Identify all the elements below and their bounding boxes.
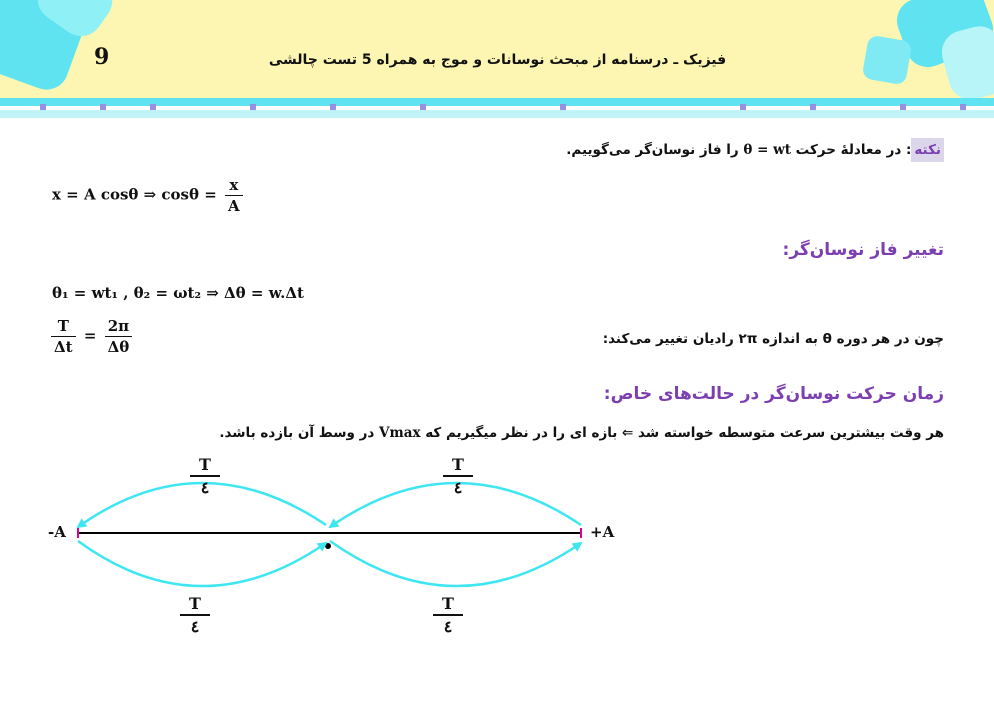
equation-delta-theta: θ₁ = wt₁ , θ₂ = ωt₂ ⇒ Δθ = w.Δt bbox=[52, 284, 304, 302]
arc-label-num: T bbox=[180, 594, 210, 616]
header-tick bbox=[150, 104, 156, 110]
arc-label-den: ٤ bbox=[443, 617, 453, 636]
equation-period-ratio bbox=[48, 317, 135, 356]
vmax-symbol: Vmax bbox=[378, 425, 421, 441]
note-line bbox=[344, 142, 944, 158]
arc-label-num: T bbox=[190, 455, 220, 477]
arc-label-bottom-right bbox=[433, 594, 463, 636]
max-speed-text bbox=[44, 425, 944, 441]
header-tick bbox=[420, 104, 426, 110]
label-plus-a: +A bbox=[590, 523, 615, 541]
fraction-t-over-dt bbox=[51, 317, 76, 356]
header-tick bbox=[960, 104, 966, 110]
period-text: چون در هر دوره θ به اندازه ۲π رادیان تغییر می‌کند: bbox=[602, 331, 944, 347]
fraction-2pi-over-dtheta bbox=[105, 317, 133, 356]
arc-label-den: ٤ bbox=[200, 478, 210, 497]
fraction-x-over-a bbox=[225, 176, 243, 215]
equilibrium-point bbox=[325, 543, 331, 549]
arc-label-top-right bbox=[443, 455, 473, 497]
equals-sign: = bbox=[83, 326, 97, 345]
header-tick bbox=[560, 104, 566, 110]
header-tick bbox=[250, 104, 256, 110]
header-tick bbox=[40, 104, 46, 110]
fraction-denominator: Δθ bbox=[107, 338, 130, 356]
equation-cos-left: x = A cosθ ⇒ cosθ = bbox=[52, 185, 217, 204]
header-tick bbox=[740, 104, 746, 110]
page-title: فیزیک ـ درسنامه از مبحث نوسانات و موج به همراه 5 تست چالشی bbox=[268, 52, 727, 68]
arc-label-den: ٤ bbox=[453, 478, 463, 497]
note-formula: θ = wt bbox=[743, 142, 791, 158]
page-number: 9 bbox=[94, 44, 110, 70]
header-tick bbox=[330, 104, 336, 110]
arc-label-num: T bbox=[443, 455, 473, 477]
label-minus-a: -A bbox=[48, 523, 66, 541]
heading-special-times: زمان حرکت نوسان‌گر در حالت‌های خاص: bbox=[603, 384, 944, 404]
fraction-numerator: T bbox=[51, 317, 76, 337]
arc-label-bottom-left bbox=[180, 594, 210, 636]
header-strip bbox=[0, 110, 994, 118]
arc-label-top-left bbox=[190, 455, 220, 497]
page-header bbox=[0, 0, 994, 100]
arc-label-num: T bbox=[433, 594, 463, 616]
fraction-denominator: A bbox=[228, 197, 240, 215]
heading-phase-change: تغییر فاز نوسان‌گر: bbox=[782, 240, 944, 260]
equation-cos bbox=[52, 176, 246, 215]
arc-bottom-left bbox=[78, 541, 326, 586]
arc-bottom-right bbox=[330, 541, 581, 586]
note-tag: نکته bbox=[911, 138, 944, 162]
header-tick bbox=[100, 104, 106, 110]
arc-label-den: ٤ bbox=[190, 617, 200, 636]
header-tick bbox=[900, 104, 906, 110]
fraction-numerator: x bbox=[225, 176, 243, 196]
note-text-before: : در معادلۀ حرکت bbox=[790, 142, 912, 158]
decor-shape bbox=[862, 35, 913, 86]
note-text-after: را فاز نوسان‌گر می‌گوییم. bbox=[566, 142, 744, 158]
fraction-denominator: Δt bbox=[54, 338, 73, 356]
header-tick bbox=[810, 104, 816, 110]
max-speed-text-part2: در وسط آن بازده باشد. bbox=[219, 425, 379, 441]
fraction-numerator: 2π bbox=[105, 317, 133, 337]
max-speed-text-part1: هر وقت بیشترین سرعت متوسطه خواسته شد ⇐ بازه ای را در نظر میگیریم که bbox=[420, 425, 944, 441]
